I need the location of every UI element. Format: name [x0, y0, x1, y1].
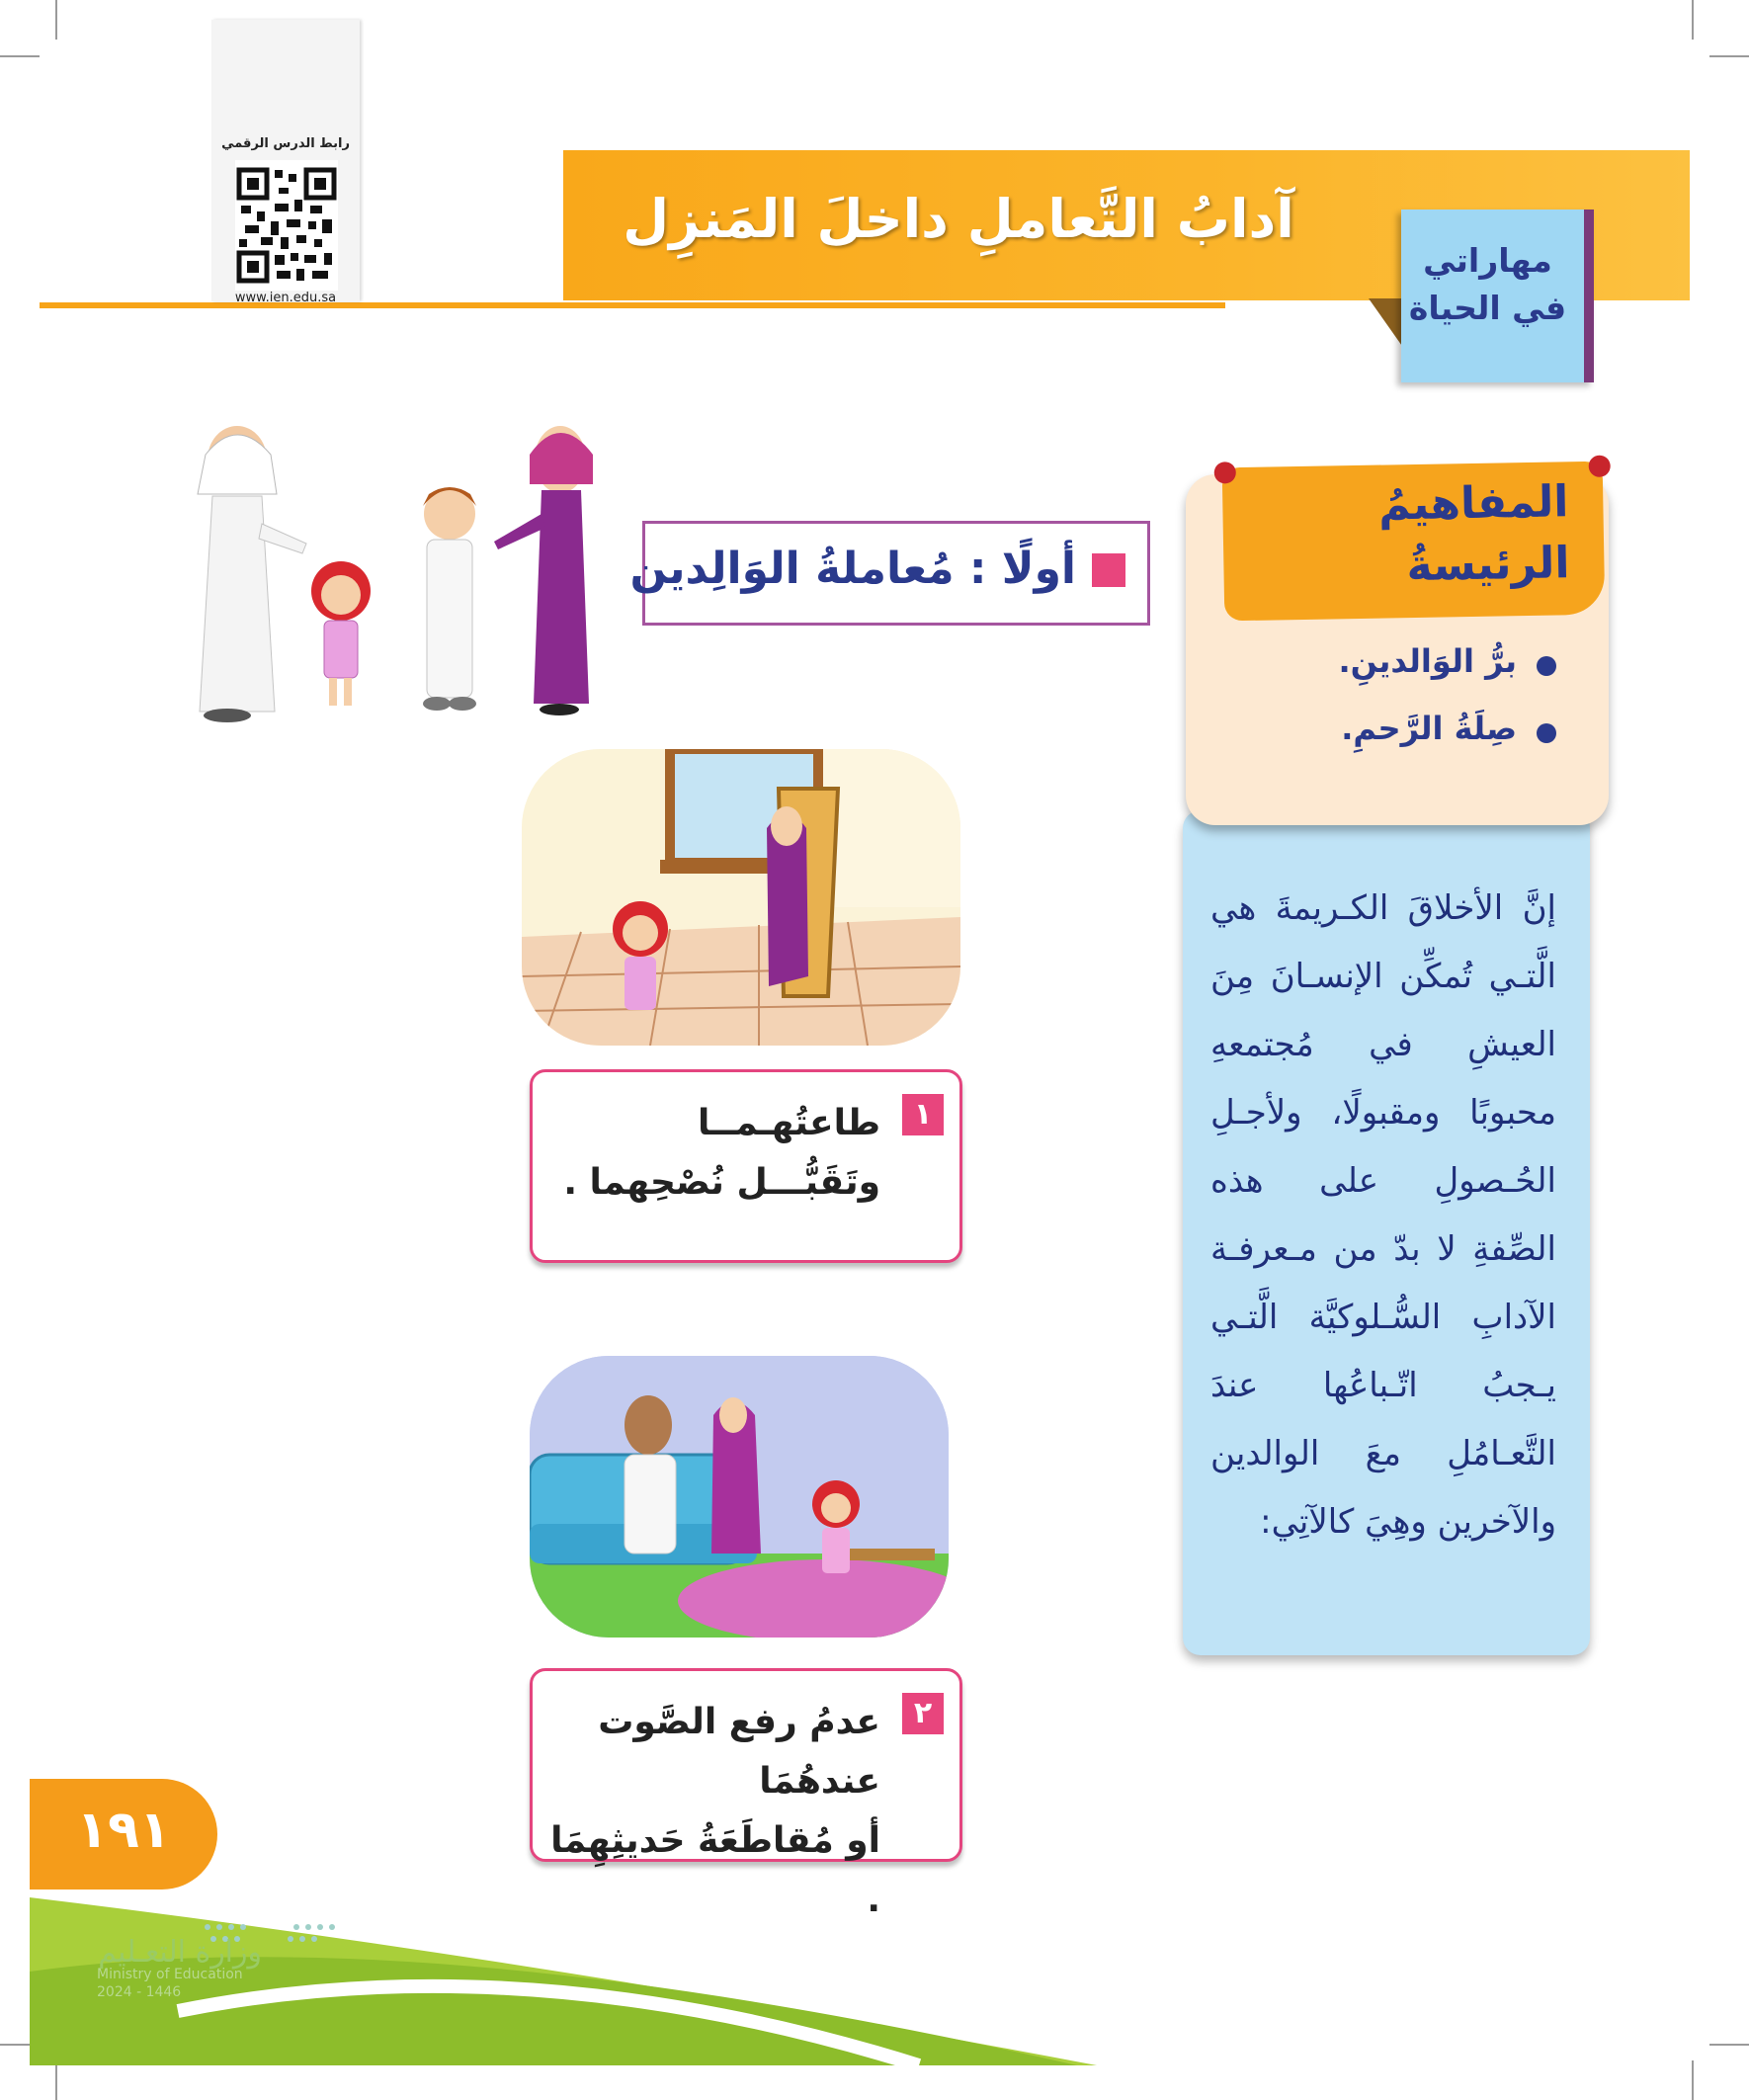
- pin-icon: [1589, 456, 1611, 477]
- unit-badge: [1401, 210, 1594, 382]
- page-title: آدابُ التَّعاملِ داخلَ المَنزِل: [623, 188, 1294, 250]
- intro-paragraph: إنَّ الأخلاقَ الكـريمةَ هي الَّتـي تُمكِّن الإنسـانَ مِنَ العيشِ في مُجتمعهِ محبوبًا ومقبولًا، ولأجـلِ الحُـصولِ على هذه الصِّفةِ لا بدّ من مـعرفـة الآدابِ السُّـلوكيَّة الَّتـي يـجبُ اتّـباعُها عندَ التَّعـامُلِ معَ الوالدين والآخرين وهِيَ كالآتِي:: [1210, 888, 1556, 1542]
- badge-line-2: في الحياة: [1408, 289, 1567, 327]
- concept-text: برُّ الوَالدينِ.: [1338, 642, 1517, 680]
- key-concepts-title-line-2: الرئيسةُ: [1406, 538, 1570, 592]
- section-heading-text: أولًا : مُعاملةُ الوَالِدين: [629, 544, 1076, 594]
- crop-mark: [1692, 0, 1694, 40]
- card-line-1: طاعتُهـمــا: [697, 1103, 880, 1143]
- crop-mark: [0, 55, 40, 57]
- qr-code-icon[interactable]: [235, 160, 338, 291]
- page-number: ١٩١: [76, 1801, 171, 1860]
- ministry-english: Ministry of Education: [97, 1967, 243, 1982]
- bullet-icon: [1537, 656, 1556, 676]
- card-number-badge: ٢: [902, 1693, 944, 1734]
- scene-respect-illustration: [530, 1356, 949, 1638]
- key-concepts-title-line-1: المفاهيمُ: [1377, 476, 1569, 531]
- family-illustration: [168, 415, 632, 726]
- list-item: [1215, 642, 1556, 710]
- section-marker: [1092, 553, 1125, 587]
- page-number-tab: [30, 1779, 217, 1890]
- qr-url[interactable]: www.ien.edu.sa: [234, 291, 337, 305]
- manner-card-2: [530, 1668, 962, 1920]
- scene-obedience-illustration: [522, 749, 960, 1046]
- qr-label: رابط الدرس الرقمي: [221, 136, 350, 151]
- manner-card-1: [530, 1069, 962, 1263]
- card-text: [563, 1094, 880, 1213]
- badge-line-1: مهاراتي: [1423, 241, 1552, 280]
- crop-mark: [1709, 2044, 1749, 2046]
- card-number-badge: ١: [902, 1094, 944, 1135]
- card-line-2: وتَقَبُّـــل نُصْحِهما .: [563, 1162, 880, 1203]
- card-line-1: عدمُ رفع الصَّوت عندهُمَا: [598, 1702, 880, 1802]
- bullet-icon: [1537, 723, 1556, 743]
- ministry-logo-text: وزارة التعـليم: [98, 1935, 262, 1970]
- unit-badge-label: [1401, 237, 1574, 332]
- key-concepts-header: [1222, 462, 1606, 622]
- list-item: [1215, 710, 1556, 777]
- card-line-2: أو مُقاطَعَةُ حَديثِهِمَا .: [550, 1820, 880, 1920]
- digital-lesson-tab[interactable]: [211, 20, 360, 305]
- crop-mark: [55, 0, 57, 40]
- crop-mark: [1692, 2060, 1694, 2100]
- crop-mark: [1709, 55, 1749, 57]
- key-concepts-title: [1222, 471, 1570, 600]
- intro-panel: [1183, 810, 1590, 1655]
- section-heading: [629, 521, 1150, 626]
- key-concepts-list: [1215, 642, 1556, 777]
- edition-year: 2024 - 1446: [97, 1984, 182, 2000]
- concept-text: صِلَةُ الرَّحمِ.: [1341, 710, 1517, 747]
